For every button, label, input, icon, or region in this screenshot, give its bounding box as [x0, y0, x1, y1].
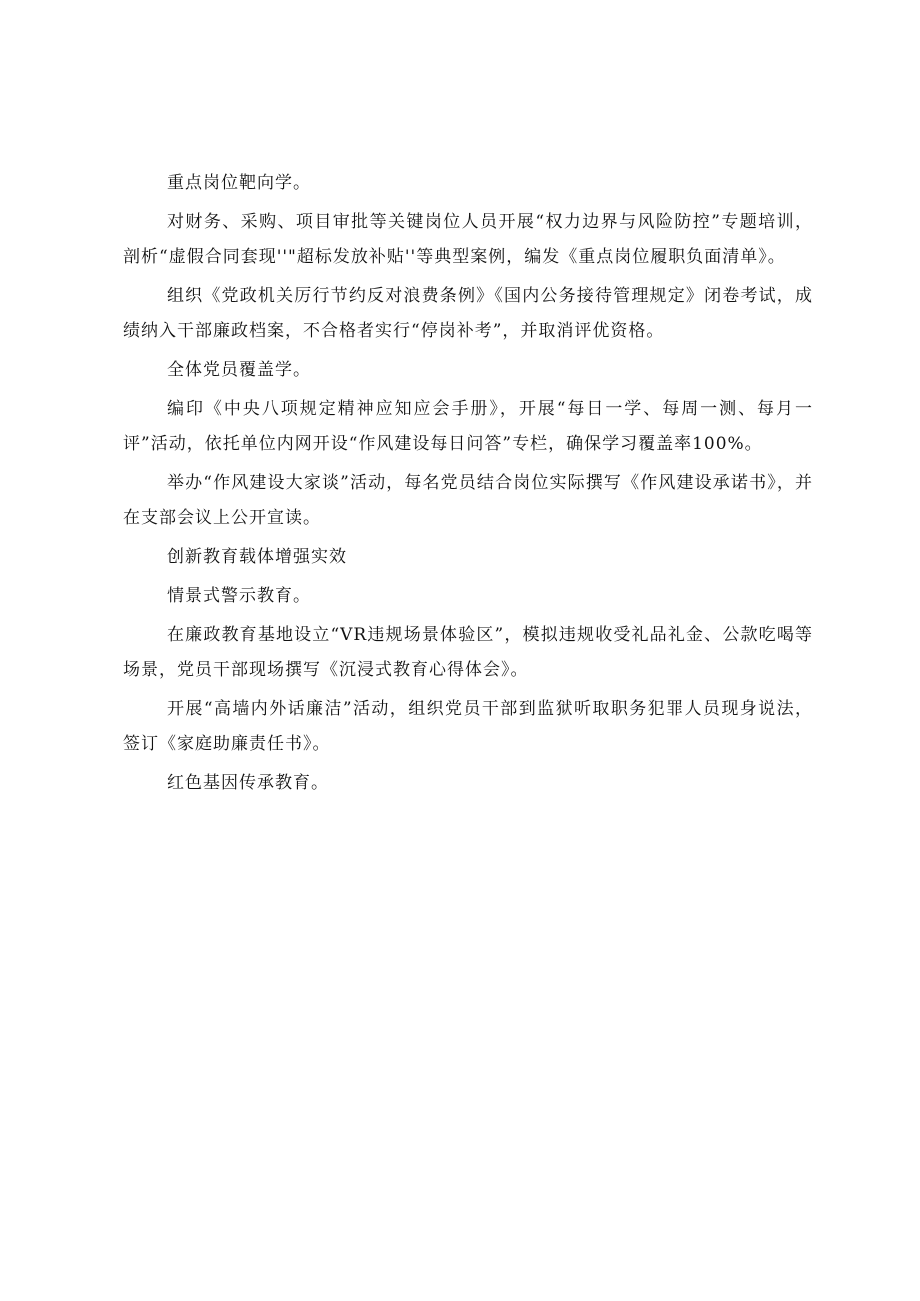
document-body — [123, 166, 813, 805]
paragraph: 在廉政教育基地设立“VR违规场景体验区”，模拟违规收受礼品礼金、公款吃喝等场景，党员干部现场撰写《沉浸式教育心得体会》。 — [123, 625, 813, 680]
paragraph-heading-scenario: 情景式警示教育。 — [167, 586, 311, 606]
paragraph-heading-red-gene: 红色基因传承教育。 — [167, 773, 329, 793]
paragraph-heading-all-members: 全体党员覆盖学。 — [167, 360, 311, 380]
paragraph: 对财务、采购、项目审批等关键岗位人员开展“权力边界与风险防控”专题培训，剖析“虚假合同套现''"超标发放补贴''等典型案例，编发《重点岗位履职负面清单》。 — [123, 212, 813, 267]
paragraph-heading-key-posts: 重点岗位靶向学。 — [167, 173, 311, 193]
paragraph: 举办“作风建设大家谈”活动，每名党员结合岗位实际撰写《作风建设承诺书》，并在支部会议上公开宣读。 — [123, 473, 813, 528]
paragraph: 组织《党政机关厉行节约反对浪费条例》《国内公务接待管理规定》闭卷考试，成绩纳入干部廉政档案，不合格者实行“停岗补考”，并取消评优资格。 — [123, 286, 813, 341]
section-heading-innovation: 创新教育载体增强实效 — [167, 547, 347, 567]
paragraph: 编印《中央八项规定精神应知应会手册》，开展“每日一学、每周一测、每月一评”活动，依托单位内网开设“作风建设每日问答”专栏，确保学习覆盖率100%。 — [123, 399, 813, 454]
paragraph: 开展“高墙内外话廉洁”活动，组织党员干部到监狱听取职务犯罪人员现身说法，签订《家庭助廉责任书》。 — [123, 699, 813, 754]
